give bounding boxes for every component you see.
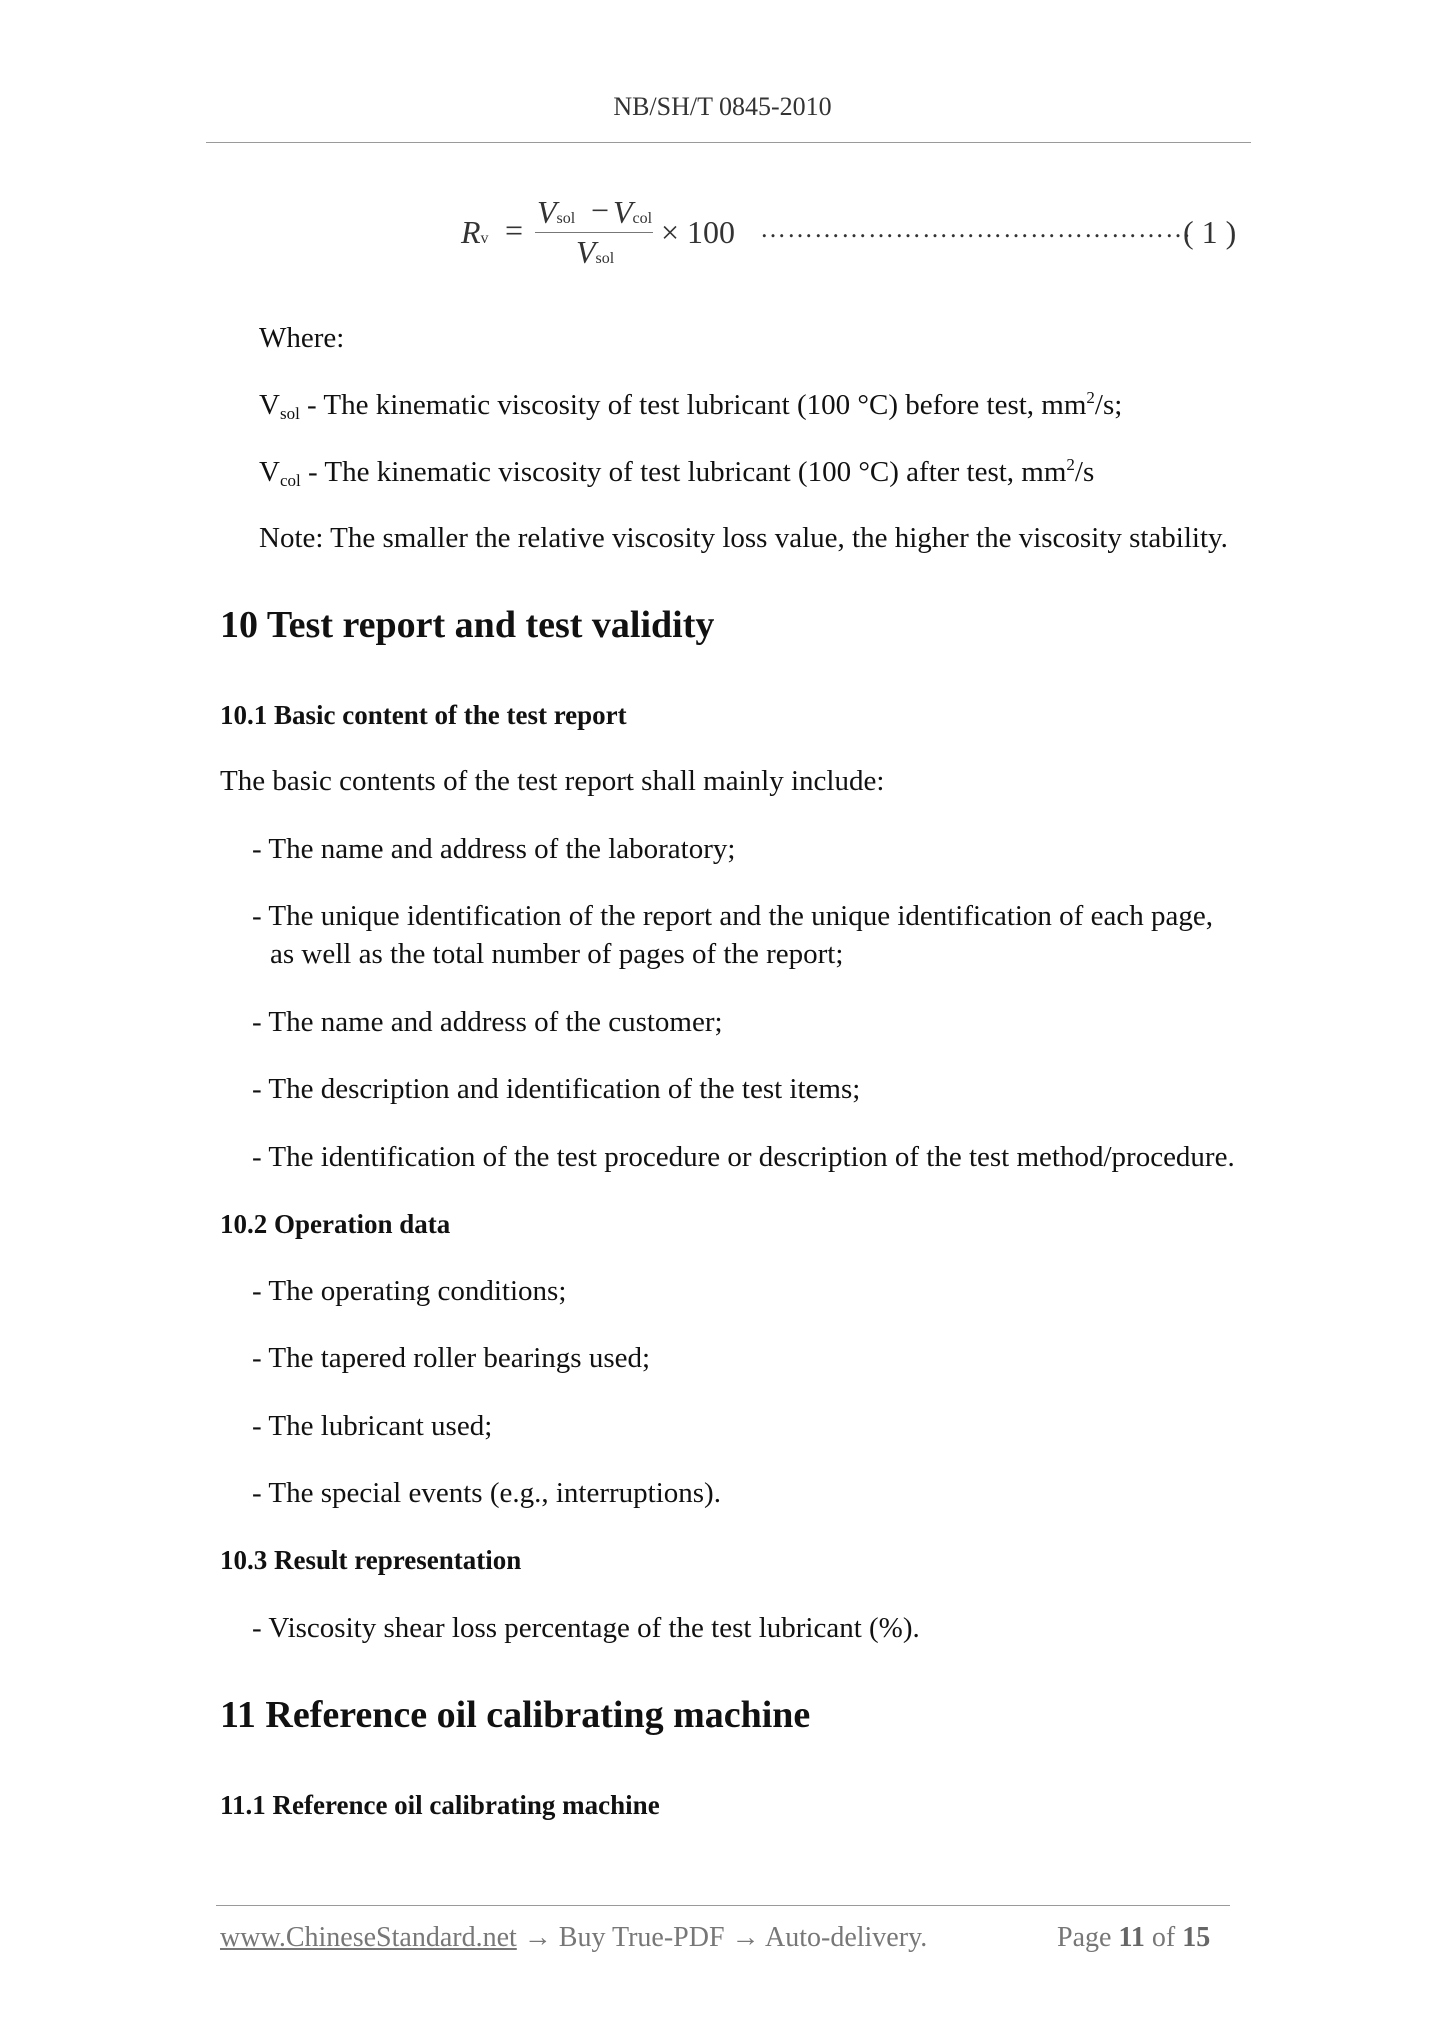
list-item: - The identification of the test procedure or description of the test method/procedure. (252, 1141, 1235, 1173)
formula-equation-number: ( 1 ) (1183, 214, 1237, 250)
header-standard-code: NB/SH/T 0845-2010 (613, 92, 832, 121)
header-rule (206, 142, 1251, 143)
list-item: - The description and identification of the test items; (252, 1073, 861, 1105)
definition-vsol: $V_{sol}$ - The kinematic viscosity of test lubricant (100 °C) before test, $mm^2/s$; (259, 388, 1123, 423)
note-text: Note: The smaller the relative viscosity loss value, the higher the viscosity stability. (259, 522, 1228, 554)
formula-fraction-bar (535, 232, 653, 233)
where-label: Where: (259, 322, 345, 354)
list-item: - The operating conditions; (252, 1275, 567, 1307)
list-item-continuation: as well as the total number of pages of the report; (270, 938, 844, 970)
list-item: - The name and address of the customer; (252, 1006, 723, 1038)
list-item: - The name and address of the laboratory; (252, 833, 736, 865)
section-11-1-heading: 11.1 Reference oil calibrating machine (220, 1790, 660, 1820)
formula-times-100: × 100 (661, 214, 736, 250)
list-item: - The lubricant used; (252, 1410, 493, 1442)
footer-buy-text: Buy True-PDF (558, 1922, 725, 1953)
current-page: 11 (1118, 1922, 1145, 1953)
list-item: - Viscosity shear loss percentage of the test lubricant (%). (252, 1612, 920, 1644)
formula-numerator-a: Vsol (537, 194, 576, 230)
list-item: - The tapered roller bearings used; (252, 1342, 651, 1374)
list-item: - The unique identification of the report and the unique identification of each page, (252, 900, 1213, 932)
section-10-1-intro: The basic contents of the test report shall mainly include: (220, 765, 885, 797)
formula-leader-dots: ………………………………………… (760, 214, 1192, 243)
footer-delivery-text: Auto-delivery. (765, 1922, 928, 1953)
section-10-1-heading: 10.1 Basic content of the test report (220, 700, 627, 730)
formula-equals: = (505, 212, 524, 248)
section-11-heading: 11 Reference oil calibrating machine (220, 1694, 811, 1736)
formula-minus: − (591, 192, 610, 228)
section-10-heading: 10 Test report and test validity (220, 604, 715, 646)
total-pages: 15 (1182, 1922, 1211, 1953)
footer-rule (216, 1905, 1230, 1906)
list-item: - The special events (e.g., interruptions). (252, 1477, 721, 1509)
footer-link[interactable]: www.ChineseStandard.net (220, 1922, 517, 1953)
formula-numerator-b: Vcol (613, 194, 653, 230)
footer-left (220, 1922, 927, 1954)
formula-denominator: Vsol (576, 234, 615, 270)
definition-vcol: $V_{col}$ - The kinematic viscosity of test lubricant (100 °C) after test, $mm^2/s$ (259, 455, 1095, 490)
section-10-2-heading: 10.2 Operation data (220, 1209, 451, 1239)
section-10-3-heading: 10.3 Result representation (220, 1545, 522, 1575)
arrow-right-icon: → (523, 1922, 552, 1953)
formula-lhs: Rv (461, 214, 489, 250)
arrow-right-icon: → (731, 1922, 760, 1953)
footer-page-number: Page 11 of 15 (1057, 1922, 1211, 1953)
